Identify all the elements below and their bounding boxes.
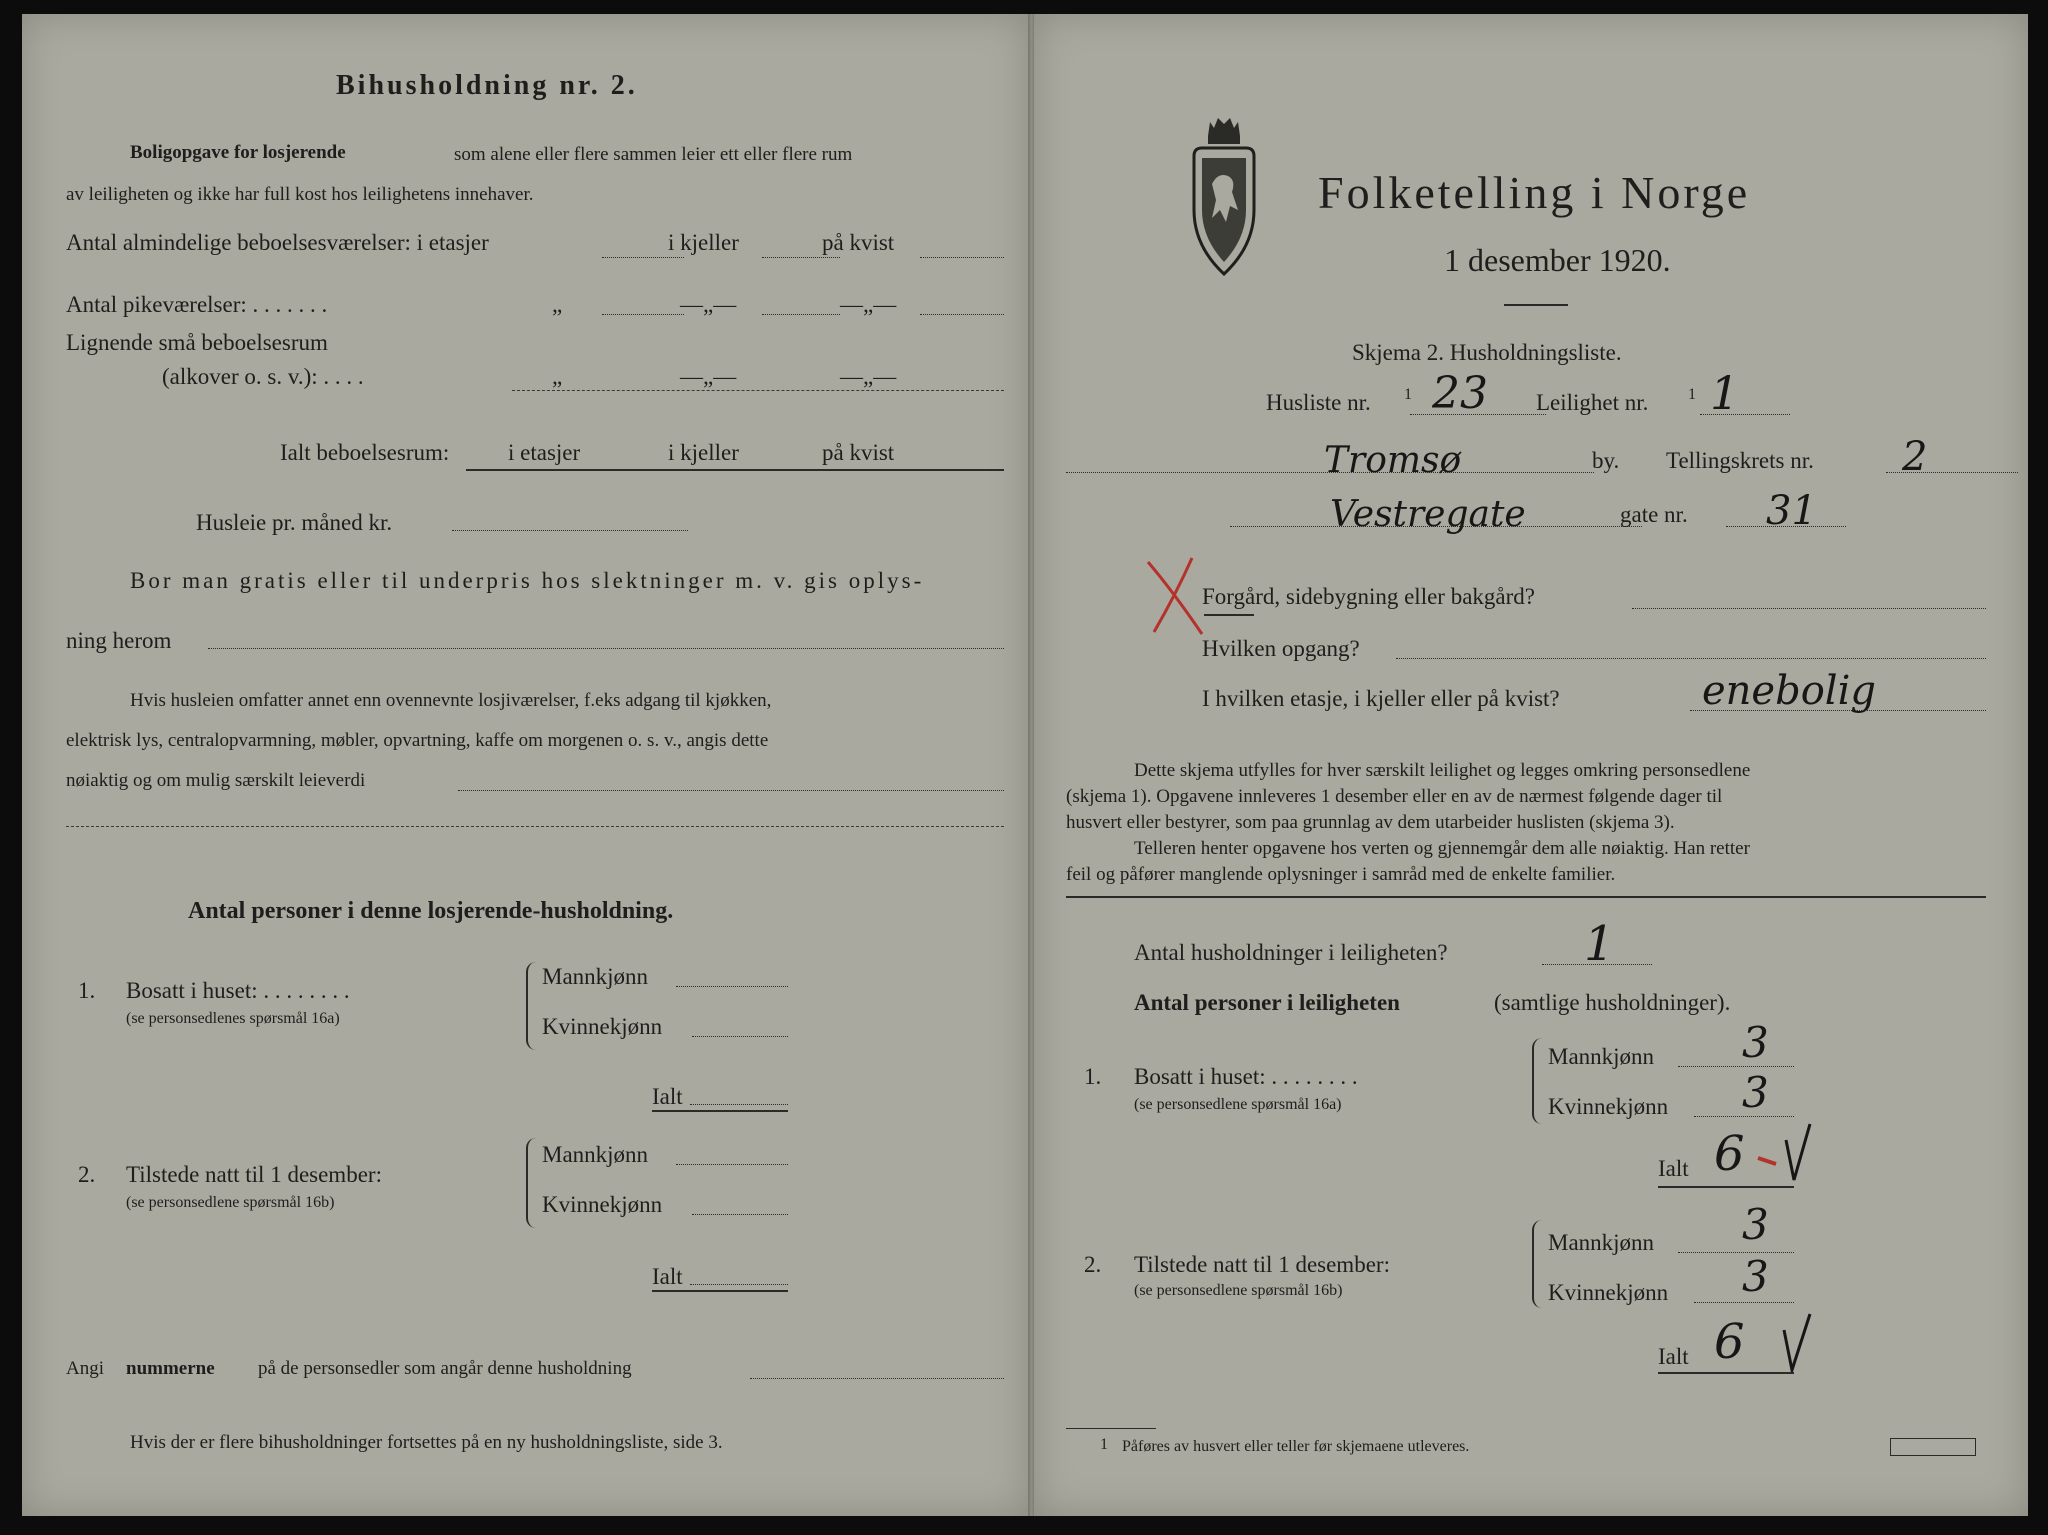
households-field — [1542, 964, 1652, 965]
rooms-floor-field — [602, 257, 684, 258]
present-total-field — [690, 1284, 788, 1285]
floor-value: enebolig — [1702, 668, 1876, 714]
district-field — [1886, 472, 2018, 473]
present-label: Tilstede natt til 1 desember: — [126, 1162, 382, 1187]
present-note-right: (se personsedlene spørsmål 16b) — [1134, 1282, 1343, 1299]
present-num-right: 2. — [1084, 1252, 1102, 1277]
rooms-cellar-label: i kjeller — [668, 230, 739, 255]
maids-ditto-1: „ — [552, 292, 563, 317]
extra-line1: Hvis husleien omfatter annet enn ovennevnte losjiværelser, f.eks adgang til kjøkken, — [130, 690, 772, 711]
rent-field — [452, 530, 688, 531]
resident-note: (se personsedlenes spørsmål 16a) — [126, 1010, 340, 1027]
maids-attic-field — [920, 314, 1004, 315]
present-total-rule — [652, 1290, 788, 1292]
city-value: Tromsø — [1324, 440, 1462, 481]
resident-female-label: Kvinnekjønn — [542, 1014, 663, 1039]
alcoves-ditto-1: „ — [552, 364, 563, 389]
resident-label-right: Bosatt i huset: . . . . . . . . — [1134, 1064, 1358, 1089]
extra-field-2 — [66, 826, 1004, 827]
schema-label: Skjema 2. Husholdningsliste. — [1352, 340, 1622, 365]
floor-label: I hvilken etasje, i kjeller eller på kvist? — [1202, 686, 1560, 711]
norwegian-coat-of-arms-icon — [1188, 114, 1260, 280]
persons-rest: (samtlige husholdninger). — [1494, 990, 1731, 1015]
city-label: by. — [1592, 448, 1620, 473]
resident-female-label-right: Kvinnekjønn — [1548, 1094, 1669, 1119]
maids-label: Antal pikeværelser: . . . . . . . — [66, 292, 328, 317]
street-number: 31 — [1766, 488, 1817, 534]
right-page — [1034, 14, 2028, 1516]
rent-label: Husleie pr. måned kr. — [196, 510, 393, 535]
entrance-field — [1396, 658, 1986, 659]
tick-mark-icon — [1750, 1120, 1830, 1184]
right-title: Folketelling i Norge — [1318, 167, 1751, 218]
free-line1: Bor man gratis eller til underpris hos slektninger m. v. gis oplys- — [130, 568, 925, 593]
present-male-value: 3 — [1742, 1200, 1769, 1249]
house-list-field — [1410, 414, 1546, 415]
left-page — [22, 14, 1028, 1516]
resident-brace-right — [1532, 1038, 1544, 1124]
rooms-attic-field — [920, 257, 1004, 258]
maids-cellar-field — [762, 314, 840, 315]
courtyard-underline — [1204, 614, 1254, 616]
households-label: Antal husholdninger i leiligheten? — [1134, 940, 1448, 965]
resident-note-right: (se personsedlene spørsmål 16a) — [1134, 1096, 1342, 1113]
free-field — [208, 648, 1004, 649]
instr-line2: (skjema 1). Opgavene innleveres 1 desember eller en av de nærmest følgende dager til — [1066, 786, 1723, 807]
resident-female-value: 3 — [1742, 1068, 1769, 1117]
printer-stamp — [1890, 1438, 1976, 1456]
present-female-label-right: Kvinnekjønn — [1548, 1280, 1669, 1305]
rooms-cellar-field — [762, 257, 840, 258]
persons-heading: Antal personer i denne losjerende-husholdning. — [188, 898, 674, 924]
alcoves-field — [512, 390, 1004, 391]
present-note: (se personsedlene spørsmål 16b) — [126, 1194, 335, 1211]
instr-line3: husvert eller bestyrer, som paa grunnlag av dem utarbeider huslisten (skjema 3). — [1066, 812, 1675, 833]
maids-ditto-3: —„— — [840, 292, 897, 317]
street-field — [1230, 526, 1642, 527]
resident-num-right: 1. — [1084, 1064, 1102, 1089]
total-rooms-field — [466, 469, 1004, 471]
apartment-field — [1700, 414, 1790, 415]
present-female-label: Kvinnekjønn — [542, 1192, 663, 1217]
present-male-label-right: Mannkjønn — [1548, 1230, 1655, 1255]
total-rooms-label: Ialt beboelsesrum: — [280, 440, 450, 465]
present-male-field — [676, 1164, 788, 1165]
resident-female-field — [692, 1036, 788, 1037]
house-list-label: Husliste nr. — [1266, 390, 1371, 415]
apartment-value: 1 — [1710, 366, 1740, 420]
resident-male-field — [676, 986, 788, 987]
present-label-right: Tilstede natt til 1 desember: — [1134, 1252, 1390, 1277]
entrance-label: Hvilken opgang? — [1202, 636, 1360, 661]
resident-num: 1. — [78, 978, 96, 1003]
total-cellar-label: i kjeller — [668, 440, 739, 465]
resident-total-rule — [652, 1110, 788, 1112]
district-label: Tellingskrets nr. — [1666, 448, 1814, 473]
present-female-value: 3 — [1742, 1252, 1769, 1301]
free-line2: ning herom — [66, 628, 172, 653]
alcoves-ditto-3: —„— — [840, 364, 897, 389]
present-total-label: Ialt — [652, 1264, 683, 1289]
resident-total-label-right: Ialt — [1658, 1156, 1689, 1181]
instr-line4: Telleren henter opgavene hos verten og gjennemgår dem alle nøiaktig. Han retter — [1134, 838, 1750, 859]
rooms-label: Antal almindelige beboelsesværelser: i etasjer — [66, 230, 489, 255]
present-total-value: 6 — [1714, 1314, 1745, 1370]
instr-line5: feil og påfører manglende oplysninger i samråd med de enkelte familier. — [1066, 864, 1616, 885]
street-value: Vestregate — [1330, 494, 1526, 535]
present-female-field — [692, 1214, 788, 1215]
house-list-footnote: 1 — [1404, 386, 1412, 403]
resident-male-label-right: Mannkjønn — [1548, 1044, 1655, 1069]
title-rule — [1504, 304, 1568, 306]
total-floors-label: i etasjer — [508, 440, 581, 465]
intro-bold: Boligopgave for losjerende — [130, 142, 346, 163]
present-total-label-right: Ialt — [1658, 1344, 1689, 1369]
resident-brace — [526, 962, 538, 1050]
courtyard-field — [1632, 608, 1986, 609]
courtyard-label: Forgård, sidebygning eller bakgård? — [1202, 584, 1535, 609]
present-num: 2. — [78, 1162, 96, 1187]
present-brace — [526, 1138, 538, 1228]
resident-label: Bosatt i huset: . . . . . . . . — [126, 978, 350, 1003]
apartment-footnote: 1 — [1688, 386, 1696, 403]
present-total-rule-right — [1658, 1372, 1794, 1374]
maids-floor-field — [602, 314, 684, 315]
instr-line1: Dette skjema utfylles for hver særskilt leilighet og legges omkring personsedlene — [1134, 760, 1751, 781]
footnote-mark: 1 — [1100, 1436, 1108, 1453]
numbers-pre: Angi — [66, 1358, 104, 1379]
persons-bold: Antal personer i leiligheten — [1134, 990, 1400, 1015]
alcoves-label: (alkover o. s. v.): . . . . — [162, 364, 364, 389]
footnote-rule — [1066, 1428, 1156, 1429]
city-field — [1066, 472, 1594, 473]
present-brace-right — [1532, 1220, 1544, 1308]
apartment-label: Leilighet nr. — [1536, 390, 1649, 415]
present-male-label: Mannkjønn — [542, 1142, 649, 1167]
tick-mark-icon-2 — [1774, 1310, 1824, 1374]
numbers-post: på de personsedler som angår denne husholdning — [258, 1358, 632, 1379]
resident-total-field — [690, 1104, 788, 1105]
footnote-text: Påføres av husvert eller teller før skjemaene utleveres. — [1122, 1438, 1470, 1455]
house-list-value: 23 — [1432, 368, 1488, 419]
resident-female-field — [1694, 1116, 1794, 1117]
resident-total-rule-right — [1658, 1186, 1794, 1188]
extra-field — [458, 790, 1004, 791]
resident-total-value: 6 — [1714, 1126, 1745, 1182]
street-label: gate nr. — [1620, 502, 1688, 527]
floor-field — [1690, 710, 1986, 711]
households-value: 1 — [1584, 916, 1615, 972]
resident-male-field — [1678, 1066, 1794, 1067]
present-female-field — [1694, 1302, 1794, 1303]
alcoves-ditto-2: —„— — [680, 364, 737, 389]
census-date: 1 desember 1920. — [1444, 242, 1671, 278]
resident-male-label: Mannkjønn — [542, 964, 649, 989]
numbers-field — [750, 1378, 1004, 1379]
extra-line2: elektrisk lys, centralopvarmning, møbler, opvartning, kaffe om morgenen o. s. v., angis dette — [66, 730, 769, 751]
instructions-divider — [1066, 896, 1986, 898]
street-number-field — [1726, 526, 1846, 527]
district-value: 2 — [1902, 434, 1928, 480]
extra-line3: nøiaktig og om mulig særskilt leieverdi — [66, 770, 366, 791]
similar-label: Lignende små beboelsesrum — [66, 330, 328, 355]
resident-male-value: 3 — [1742, 1018, 1769, 1067]
maids-ditto-2: —„— — [680, 292, 737, 317]
resident-total-label: Ialt — [652, 1084, 683, 1109]
left-title: Bihusholdning nr. 2. — [336, 70, 638, 101]
rooms-attic-label: på kvist — [822, 230, 895, 255]
present-male-field — [1678, 1252, 1794, 1253]
intro-rest: som alene eller flere sammen leier ett eller flere rum — [454, 144, 853, 165]
continue-note: Hvis der er flere bihusholdninger fortsettes på en ny husholdningsliste, side 3. — [130, 1432, 723, 1453]
intro-line2: av leiligheten og ikke har full kost hos leilighetens innehaver. — [66, 184, 534, 205]
total-attic-label: på kvist — [822, 440, 895, 465]
numbers-bold: nummerne — [126, 1358, 215, 1379]
